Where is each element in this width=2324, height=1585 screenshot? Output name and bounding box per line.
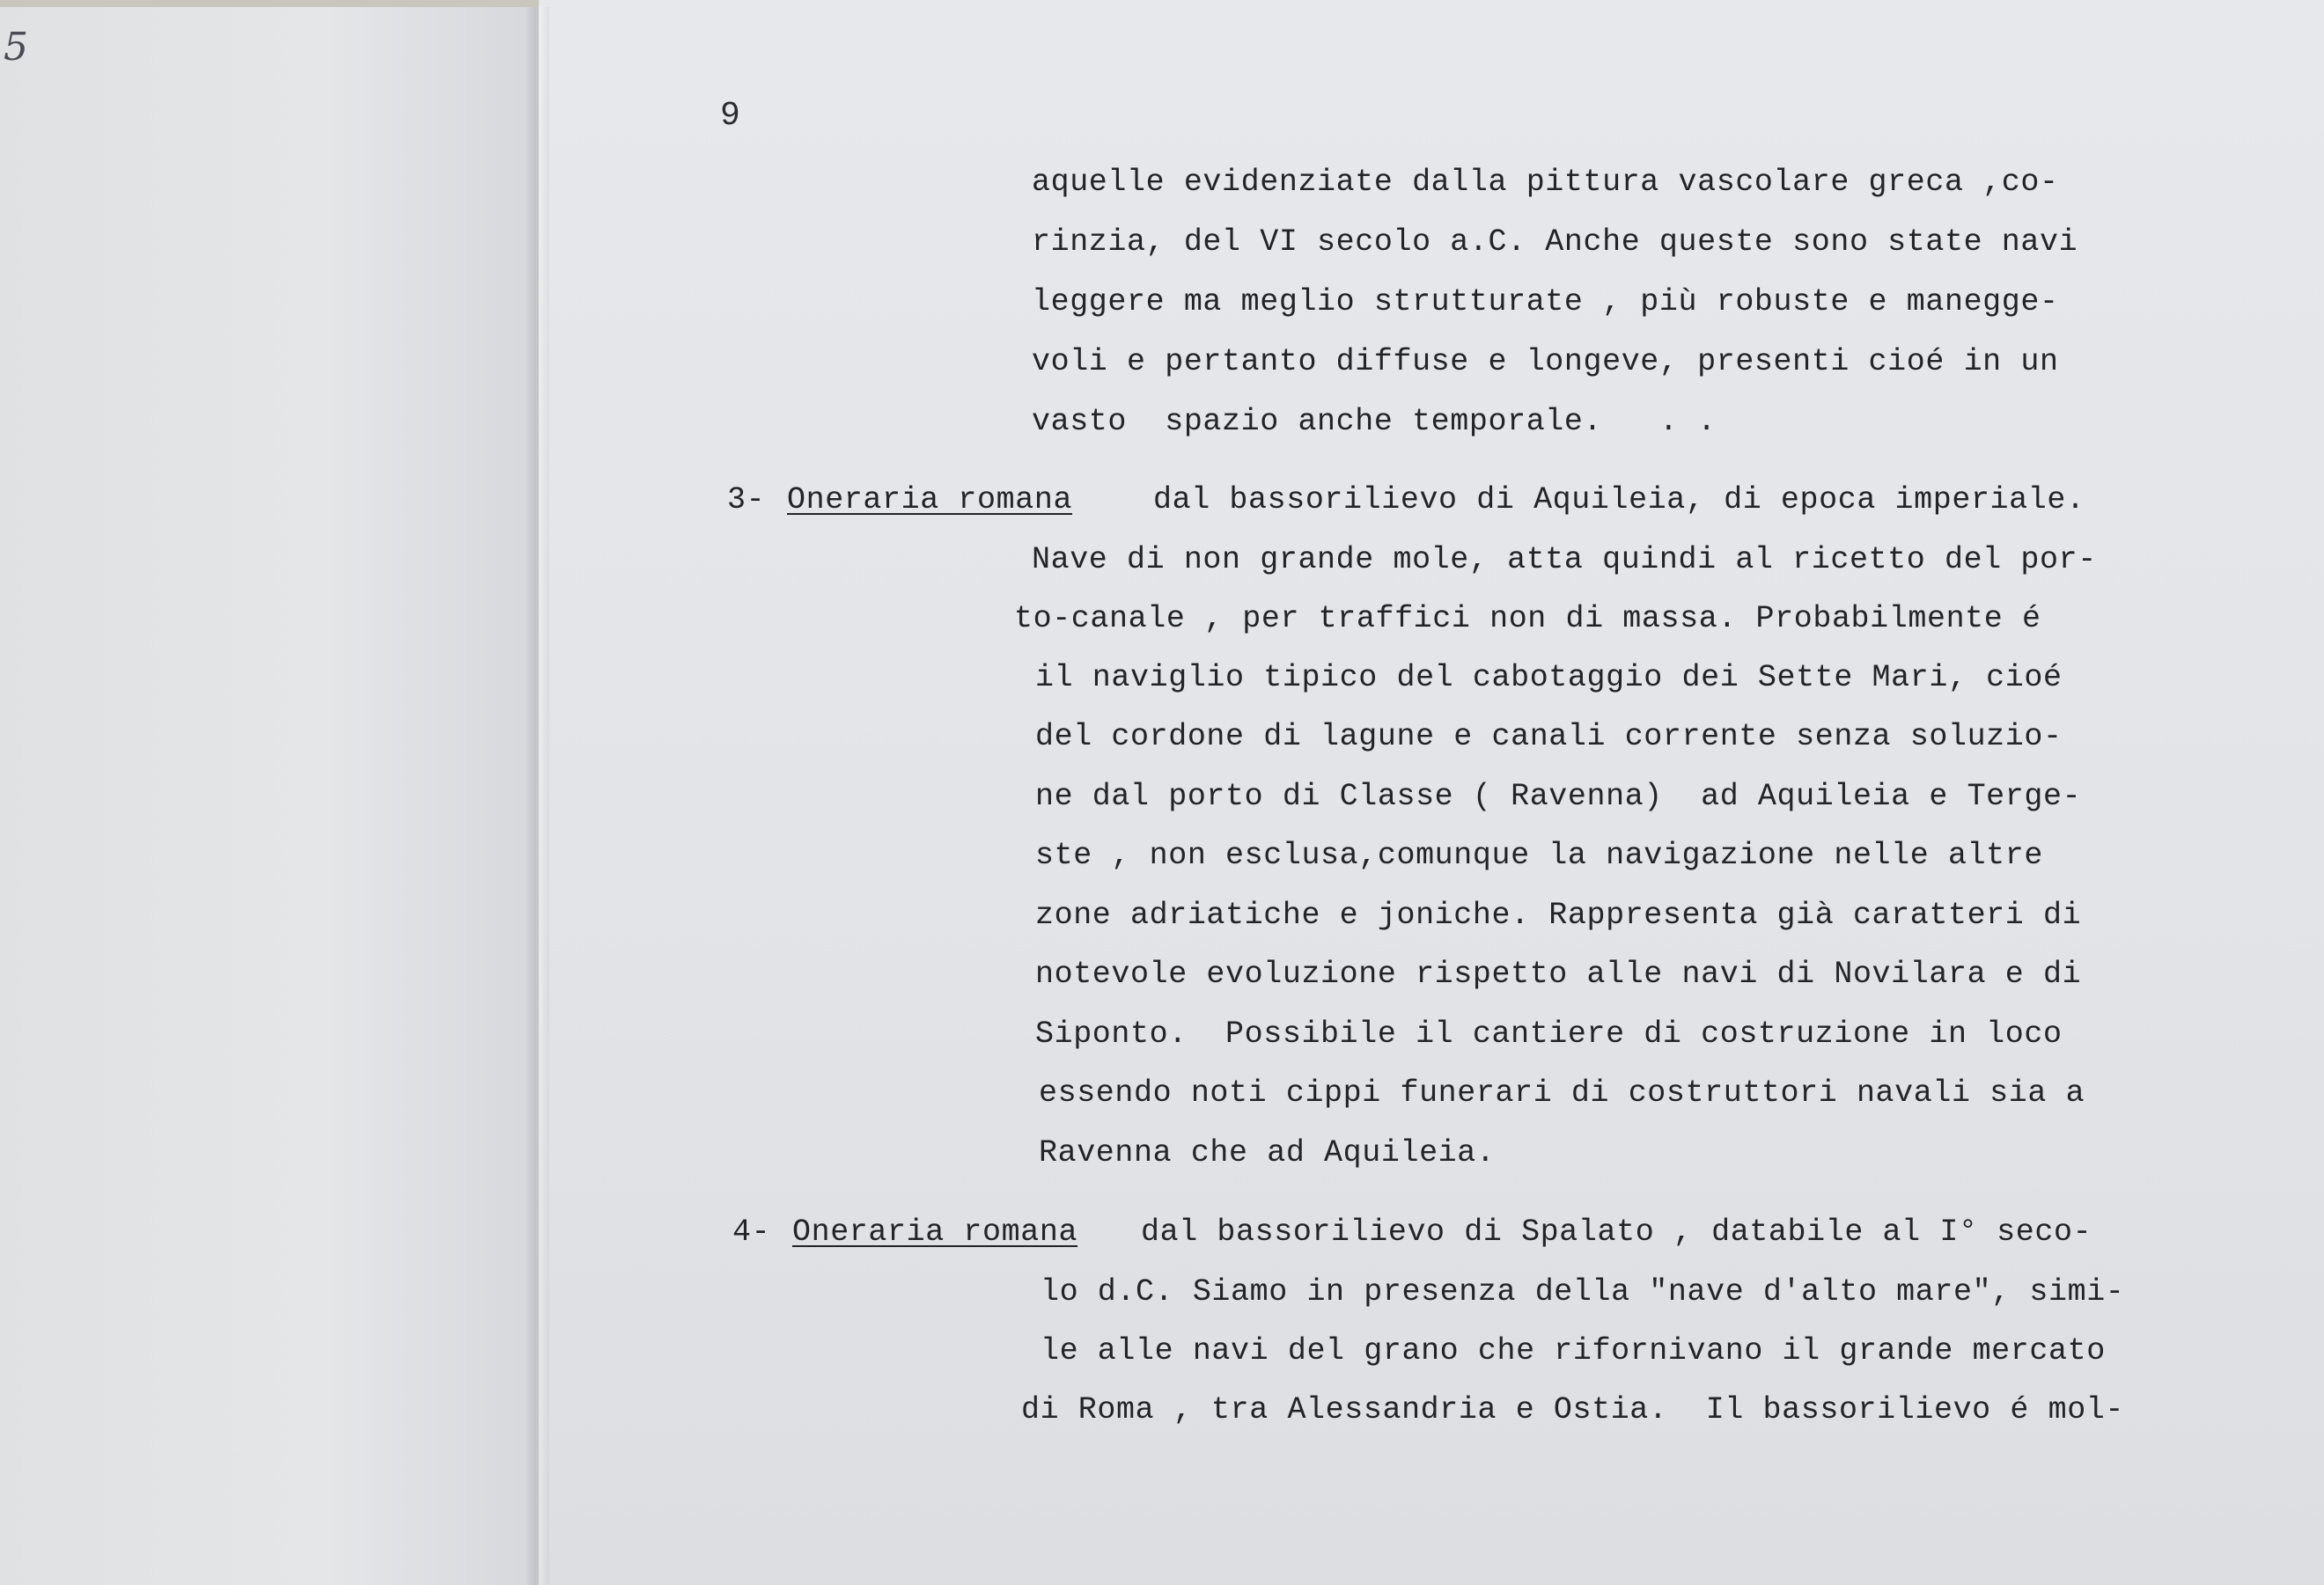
item-3-line: notevole evoluzione rispetto alle navi di Novilara e di bbox=[1035, 957, 2082, 992]
item-4-line: le alle navi del grano che rifornivano il grande mercato bbox=[1041, 1333, 2106, 1369]
paragraph-1-line: aquelle evidenziate dalla pittura vascolare greca ,co- bbox=[1032, 165, 2059, 200]
item-3-line: ste , non esclusa,comunque la navigazione nelle altre bbox=[1035, 838, 2043, 873]
item-4-first-line: dal bassorilievo di Spalato , databile al I° seco- bbox=[1141, 1214, 2092, 1250]
margin-mark: 5 bbox=[4, 25, 28, 70]
item-3-number: 3- bbox=[727, 482, 766, 517]
item-3-line: essendo noti cippi funerari di costruttori navali sia a bbox=[1039, 1075, 2085, 1111]
paragraph-1-line: rinzia, del VI secolo a.C. Anche queste sono state navi bbox=[1032, 224, 2078, 260]
item-4-number: 4- bbox=[732, 1214, 771, 1250]
item-3-line: il naviglio tipico del cabotaggio dei Sette Mari, cioé bbox=[1035, 660, 2063, 695]
item-4-heading: Oneraria romana bbox=[792, 1214, 1078, 1250]
item-3-line: del cordone di lagune e canali corrente senza soluzio- bbox=[1035, 719, 2063, 754]
page-number: 9 bbox=[720, 97, 740, 135]
page-fold bbox=[525, 7, 549, 1585]
item-3-line: Siponto. Possibile il cantiere di costruzione in loco bbox=[1035, 1016, 2063, 1052]
item-4-line: lo d.C. Siamo in presenza della "nave d'alto mare", simi- bbox=[1041, 1274, 2125, 1310]
left-page bbox=[0, 7, 537, 1585]
item-4-line: di Roma , tra Alessandria e Ostia. Il bassorilievo é mol- bbox=[1021, 1392, 2124, 1427]
paragraph-1-line: voli e pertanto diffuse e longeve, presenti cioé in un bbox=[1032, 344, 2059, 379]
item-3-line: Ravenna che ad Aquileia. bbox=[1039, 1135, 1496, 1170]
item-3-line: to-canale , per traffici non di massa. Probabilmente é bbox=[1014, 601, 2041, 636]
item-3-first-line: dal bassorilievo di Aquileia, di epoca imperiale. bbox=[1153, 482, 2085, 517]
item-3-heading: Oneraria romana bbox=[787, 482, 1073, 517]
item-3-line: zone adriatiche e joniche. Rappresenta già caratteri di bbox=[1035, 898, 2082, 933]
paragraph-1-line: vasto spazio anche temporale. . . bbox=[1032, 404, 1717, 439]
item-3-line: Nave di non grande mole, atta quindi al ricetto del por- bbox=[1032, 542, 2097, 577]
item-3-line: ne dal porto di Classe ( Ravenna) ad Aquileia e Terge- bbox=[1035, 779, 2082, 814]
paragraph-1-line: leggere ma meglio strutturate , più robuste e manegge- bbox=[1032, 284, 2059, 319]
